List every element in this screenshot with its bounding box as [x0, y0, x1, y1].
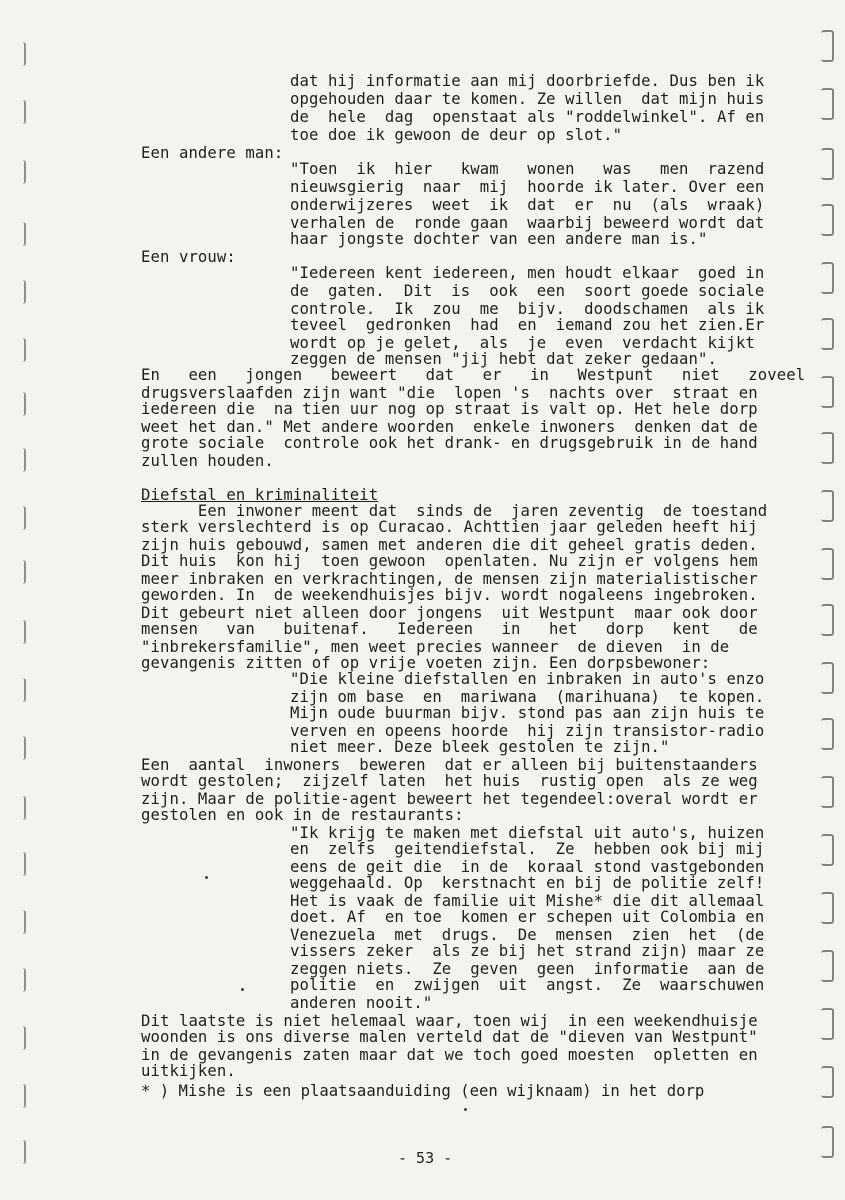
speaker-label: Een andere man: — [141, 144, 284, 162]
quote-line: Mijn oude buurman bijv. stond pas aan zijn huis te — [290, 704, 765, 722]
body-line: sterk verslechterd is op Curacao. Achttien jaar geleden heeft hij — [141, 518, 758, 536]
body-line: meer inbraken en verkrachtingen, de mensen zijn materialistischer — [141, 570, 758, 588]
scan-speck — [241, 988, 244, 991]
quote-line: eens de geit die in de koraal stond vastgebonden — [290, 858, 765, 876]
quote-line: weggehaald. Op kerstnacht en bij de politie zelf! — [290, 874, 765, 892]
quote-line: nieuwsgierig naar mij hoorde ik later. Over een — [290, 178, 765, 196]
body-line: woonden is ons diverse malen verteld dat de "dieven van Westpunt" — [141, 1028, 758, 1046]
body-line: Een inwoner meent dat sinds de jaren zeventig de toestand — [141, 502, 768, 520]
quote-line: Het is vaak de familie uit Mishe* die dit allemaal — [290, 892, 765, 910]
quote-line: "Ik krijg te maken met diefstal uit auto's, huizen — [290, 824, 765, 842]
speaker-label: Een vrouw: — [141, 248, 236, 266]
quote-line: wordt op je gelet, als je even verdacht kijkt — [290, 334, 755, 352]
quote-line: zeggen niets. Ze geven geen informatie aan de — [290, 960, 765, 978]
body-line: zijn. Maar de politie-agent beweert het tegendeel:overal wordt er — [141, 790, 758, 808]
body-line: iedereen die na tien uur nog op straat is valt op. Het hele dorp — [141, 400, 758, 418]
quote-line: anderen nooit." — [290, 994, 433, 1012]
quote-line: Venezuela met drugs. De mensen zien het (de — [290, 926, 765, 944]
quote-line: "Toen ik hier kwam wonen was men razend — [290, 160, 765, 178]
body-line: zijn huis gebouwd, samen met anderen die dit geheel gratis deden. — [141, 536, 758, 554]
quote-line: toe doe ik gewoon de deur op slot." — [290, 126, 623, 144]
quote-line: zeggen de mensen "jij hebt dat zeker gedaan". — [290, 350, 717, 368]
quote-line: teveel gedronken had en iemand zou het zien.Er — [290, 316, 765, 334]
body-line: mensen van buitenaf. Iedereen in het dorp kent de — [141, 620, 758, 638]
body-line: wordt gestolen; zijzelf laten het huis rustig open als ze weg — [141, 772, 758, 790]
body-line: uitkijken. — [141, 1062, 236, 1080]
body-line: Dit huis kon hij toen gewoon openlaten. Nu zijn er volgens hem — [141, 552, 758, 570]
body-line: "inbrekersfamilie", men weet precies wanneer de dieven in de — [141, 638, 730, 656]
body-line: in de gevangenis zaten maar dat we toch goed moesten opletten en — [141, 1046, 758, 1064]
quote-line: verhalen de ronde gaan waarbij beweerd wordt dat — [290, 214, 765, 232]
body-line: zullen houden. — [141, 452, 274, 470]
footnote: * ) Mishe is een plaatsaanduiding (een wijknaam) in het dorp — [141, 1082, 705, 1100]
quote-line: de hele dag openstaat als "roddelwinkel". Af en — [290, 108, 765, 126]
body-line: drugsverslaafden zijn want "die lopen 's nachts over straat en — [141, 384, 758, 402]
body-line: grote sociale controle ook het drank- en drugsgebruik in de hand — [141, 434, 758, 452]
body-line: gestolen en ook in de restaurants: — [141, 806, 464, 824]
body-line: gevangenis zitten of op vrije voeten zijn. Een dorpsbewoner: — [141, 654, 711, 672]
quote-line: dat hij informatie aan mij doorbriefde. Dus ben ik — [290, 72, 765, 90]
quote-line: en zelfs geitendiefstal. Ze hebben ook bij mij — [290, 840, 765, 858]
body-line: En een jongen beweert dat er in Westpunt niet zoveel — [141, 366, 806, 384]
quote-line: de gaten. Dit is ook een soort goede sociale — [290, 282, 765, 300]
quote-line: onderwijzeres weet ik dat er nu (als wraak) — [290, 196, 765, 214]
quote-line: politie en zwijgen uit angst. Ze waarschuwen — [290, 976, 765, 994]
body-line: weet het dan." Met andere woorden enkele inwoners denken dat de — [141, 418, 758, 436]
quote-line: controle. Ik zou me bijv. doodschamen als ik — [290, 300, 765, 318]
quote-line: niet meer. Deze bleek gestolen te zijn." — [290, 738, 670, 756]
quote-line: doet. Af en toe komen er schepen uit Colombia en — [290, 908, 765, 926]
body-line: Dit gebeurt niet alleen door jongens uit Westpunt maar ook door — [141, 604, 758, 622]
quote-line: "Iedereen kent iedereen, men houdt elkaar goed in — [290, 264, 765, 282]
quote-line: vissers zeker als ze bij het strand zijn) maar ze — [290, 942, 765, 960]
quote-line: "Die kleine diefstallen en inbraken in auto's enzo — [290, 670, 765, 688]
scan-speck — [205, 876, 208, 879]
quote-line: haar jongste dochter van een andere man is." — [290, 230, 708, 248]
quote-line: opgehouden daar te komen. Ze willen dat mijn huis — [290, 90, 765, 108]
quote-line: zijn om base en mariwana (marihuana) te kopen. — [290, 688, 765, 706]
section-heading: Diefstal en kriminaliteit — [141, 486, 379, 504]
body-line: geworden. In de weekendhuisjes bijv. wordt nogaleens ingebroken. — [141, 586, 758, 604]
scan-speck — [464, 1108, 467, 1111]
quote-line: verven en opeens hoorde hij zijn transistor-radio — [290, 722, 765, 740]
page-number: - 53 - — [398, 1149, 453, 1167]
body-line: Een aantal inwoners beweren dat er alleen bij buitenstaanders — [141, 756, 758, 774]
body-line: Dit laatste is niet helemaal waar, toen wij in een weekendhuisje — [141, 1012, 758, 1030]
